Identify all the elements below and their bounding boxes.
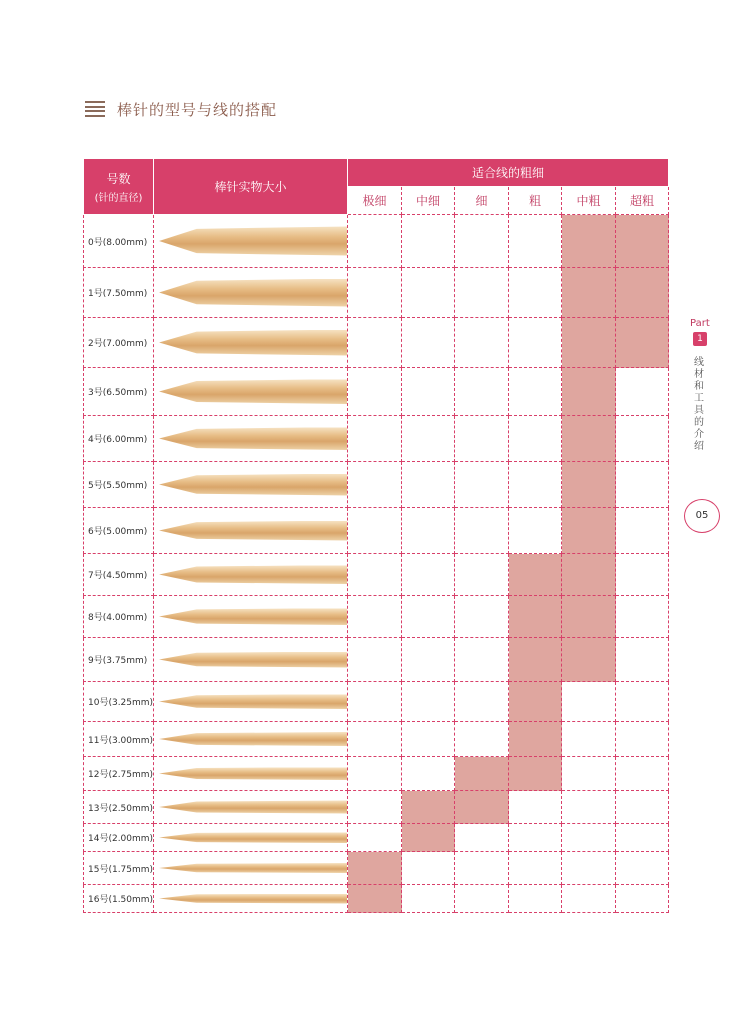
table-row (84, 824, 669, 852)
suitable-cell (509, 596, 562, 638)
empty-cell (402, 462, 455, 508)
empty-cell (455, 368, 509, 416)
page-number: 05 (684, 499, 720, 533)
suitable-cell (562, 215, 616, 268)
empty-cell (455, 268, 509, 318)
knitting-needle-image (159, 427, 347, 450)
empty-cell (455, 508, 509, 554)
empty-cell (348, 682, 402, 722)
size-label: 12号(2.75mm) (84, 757, 154, 791)
knitting-needle-image (159, 227, 347, 256)
size-label: 9号(3.75mm) (84, 638, 154, 682)
page-header (85, 97, 277, 121)
empty-cell (509, 852, 562, 885)
empty-cell (402, 722, 455, 757)
suitable-cell (562, 462, 616, 508)
empty-cell (402, 885, 455, 913)
empty-cell (616, 824, 669, 852)
needle-photo-cell (154, 638, 348, 682)
empty-cell (348, 638, 402, 682)
needle-photo-cell (154, 554, 348, 596)
empty-cell (455, 682, 509, 722)
knitting-needle-image (159, 767, 347, 780)
empty-cell (402, 215, 455, 268)
empty-cell (616, 757, 669, 791)
part-label: Part (690, 318, 710, 329)
empty-cell (348, 462, 402, 508)
size-label: 1号(7.50mm) (84, 268, 154, 318)
weight-header: 粗 (509, 187, 562, 215)
empty-cell (616, 638, 669, 682)
empty-cell (455, 462, 509, 508)
empty-cell (509, 824, 562, 852)
suitable-cell (562, 638, 616, 682)
empty-cell (402, 508, 455, 554)
suitable-cell (616, 318, 669, 368)
empty-cell (402, 268, 455, 318)
empty-cell (402, 368, 455, 416)
empty-cell (562, 791, 616, 824)
empty-cell (455, 554, 509, 596)
needle-photo-cell (154, 508, 348, 554)
empty-cell (402, 318, 455, 368)
suitable-cell (402, 824, 455, 852)
empty-cell (455, 215, 509, 268)
empty-cell (402, 416, 455, 462)
suitable-cell (509, 682, 562, 722)
knitting-needle-image (159, 652, 347, 668)
part-number-badge: 1 (693, 332, 707, 346)
size-label: 14号(2.00mm) (84, 824, 154, 852)
knitting-needle-image (159, 565, 347, 584)
empty-cell (348, 215, 402, 268)
empty-cell (509, 885, 562, 913)
empty-cell (348, 318, 402, 368)
empty-cell (402, 638, 455, 682)
needle-photo-cell (154, 791, 348, 824)
weight-header: 中粗 (562, 187, 616, 215)
table-row (84, 852, 669, 885)
table-row (84, 215, 669, 268)
weight-header: 极细 (348, 187, 402, 215)
empty-cell (455, 416, 509, 462)
empty-cell (402, 852, 455, 885)
empty-cell (348, 508, 402, 554)
table-row (84, 508, 669, 554)
table-row (84, 682, 669, 722)
empty-cell (616, 682, 669, 722)
section-title-vertical: 线材和工具的介绍 (694, 357, 704, 452)
needle-photo-cell (154, 368, 348, 416)
header-yarn-weight: 适合线的粗细 (348, 159, 669, 187)
empty-cell (402, 757, 455, 791)
empty-cell (562, 722, 616, 757)
needle-photo-cell (154, 885, 348, 913)
empty-cell (348, 596, 402, 638)
suitable-cell (509, 638, 562, 682)
needle-photo-cell (154, 462, 348, 508)
empty-cell (616, 554, 669, 596)
knitting-needle-image (159, 732, 347, 746)
empty-cell (562, 824, 616, 852)
table-row (84, 885, 669, 913)
empty-cell (348, 824, 402, 852)
knitting-needle-image (159, 694, 347, 709)
suitable-cell (348, 852, 402, 885)
suitable-cell (509, 554, 562, 596)
size-label: 7号(4.50mm) (84, 554, 154, 596)
size-label: 2号(7.00mm) (84, 318, 154, 368)
header-size-label: 号数 (106, 171, 131, 186)
empty-cell (455, 318, 509, 368)
suitable-cell (509, 722, 562, 757)
suitable-cell (616, 268, 669, 318)
knitting-needle-image (159, 608, 347, 625)
empty-cell (616, 852, 669, 885)
suitable-cell (562, 268, 616, 318)
empty-cell (562, 682, 616, 722)
empty-cell (348, 368, 402, 416)
empty-cell (562, 885, 616, 913)
needle-photo-cell (154, 722, 348, 757)
knitting-needle-image (159, 863, 347, 873)
header-size (84, 159, 154, 215)
empty-cell (562, 757, 616, 791)
empty-cell (616, 368, 669, 416)
table-row (84, 368, 669, 416)
empty-cell (509, 368, 562, 416)
knitting-needle-image (159, 801, 347, 814)
empty-cell (455, 824, 509, 852)
size-label: 16号(1.50mm) (84, 885, 154, 913)
empty-cell (402, 596, 455, 638)
suitable-cell (509, 757, 562, 791)
empty-cell (509, 508, 562, 554)
suitable-cell (616, 215, 669, 268)
empty-cell (509, 318, 562, 368)
weight-header: 超粗 (616, 187, 669, 215)
suitable-cell (402, 791, 455, 824)
size-label: 3号(6.50mm) (84, 368, 154, 416)
weight-header: 细 (455, 187, 509, 215)
needle-photo-cell (154, 757, 348, 791)
knitting-needle-image (159, 521, 347, 541)
empty-cell (348, 554, 402, 596)
needle-photo-cell (154, 852, 348, 885)
empty-cell (509, 791, 562, 824)
stripes-icon (85, 101, 105, 117)
empty-cell (402, 554, 455, 596)
empty-cell (455, 852, 509, 885)
header-size-sub: (针的直径) (94, 192, 143, 204)
needle-photo-cell (154, 682, 348, 722)
empty-cell (616, 462, 669, 508)
empty-cell (455, 885, 509, 913)
suitable-cell (348, 885, 402, 913)
table-row (84, 462, 669, 508)
empty-cell (616, 885, 669, 913)
size-label: 0号(8.00mm) (84, 215, 154, 268)
needle-yarn-table (83, 158, 669, 913)
table-row (84, 757, 669, 791)
empty-cell (348, 268, 402, 318)
empty-cell (616, 722, 669, 757)
suitable-cell (455, 757, 509, 791)
needle-photo-cell (154, 416, 348, 462)
weight-header: 中细 (402, 187, 455, 215)
empty-cell (509, 416, 562, 462)
empty-cell (455, 596, 509, 638)
empty-cell (509, 462, 562, 508)
empty-cell (509, 268, 562, 318)
size-label: 15号(1.75mm) (84, 852, 154, 885)
knitting-needle-image (159, 279, 347, 307)
suitable-cell (562, 596, 616, 638)
empty-cell (562, 852, 616, 885)
needle-photo-cell (154, 318, 348, 368)
size-label: 6号(5.00mm) (84, 508, 154, 554)
empty-cell (455, 722, 509, 757)
needle-photo-cell (154, 268, 348, 318)
suitable-cell (562, 554, 616, 596)
table-row (84, 722, 669, 757)
size-label: 5号(5.50mm) (84, 462, 154, 508)
knitting-needle-image (159, 832, 347, 843)
suitable-cell (562, 368, 616, 416)
empty-cell (455, 638, 509, 682)
suitable-cell (455, 791, 509, 824)
knitting-needle-image (159, 379, 347, 404)
size-label: 13号(2.50mm) (84, 791, 154, 824)
needle-photo-cell (154, 824, 348, 852)
knitting-needle-image (159, 474, 347, 496)
needle-photo-cell (154, 215, 348, 268)
empty-cell (616, 596, 669, 638)
table-row (84, 791, 669, 824)
header-needle: 棒针实物大小 (154, 159, 348, 215)
size-label: 11号(3.00mm) (84, 722, 154, 757)
suitable-cell (562, 416, 616, 462)
table-row (84, 416, 669, 462)
empty-cell (509, 215, 562, 268)
empty-cell (348, 416, 402, 462)
table-row (84, 318, 669, 368)
size-label: 10号(3.25mm) (84, 682, 154, 722)
empty-cell (348, 722, 402, 757)
size-label: 4号(6.00mm) (84, 416, 154, 462)
empty-cell (348, 757, 402, 791)
empty-cell (616, 791, 669, 824)
table-row (84, 638, 669, 682)
empty-cell (348, 791, 402, 824)
empty-cell (616, 508, 669, 554)
table-row (84, 596, 669, 638)
empty-cell (616, 416, 669, 462)
needle-photo-cell (154, 596, 348, 638)
suitable-cell (562, 318, 616, 368)
empty-cell (402, 682, 455, 722)
suitable-cell (562, 508, 616, 554)
knitting-needle-image (159, 330, 347, 356)
table-row (84, 268, 669, 318)
page-title: 棒针的型号与线的搭配 (117, 100, 278, 119)
table-row (84, 554, 669, 596)
knitting-needle-image (159, 894, 347, 904)
size-label: 8号(4.00mm) (84, 596, 154, 638)
